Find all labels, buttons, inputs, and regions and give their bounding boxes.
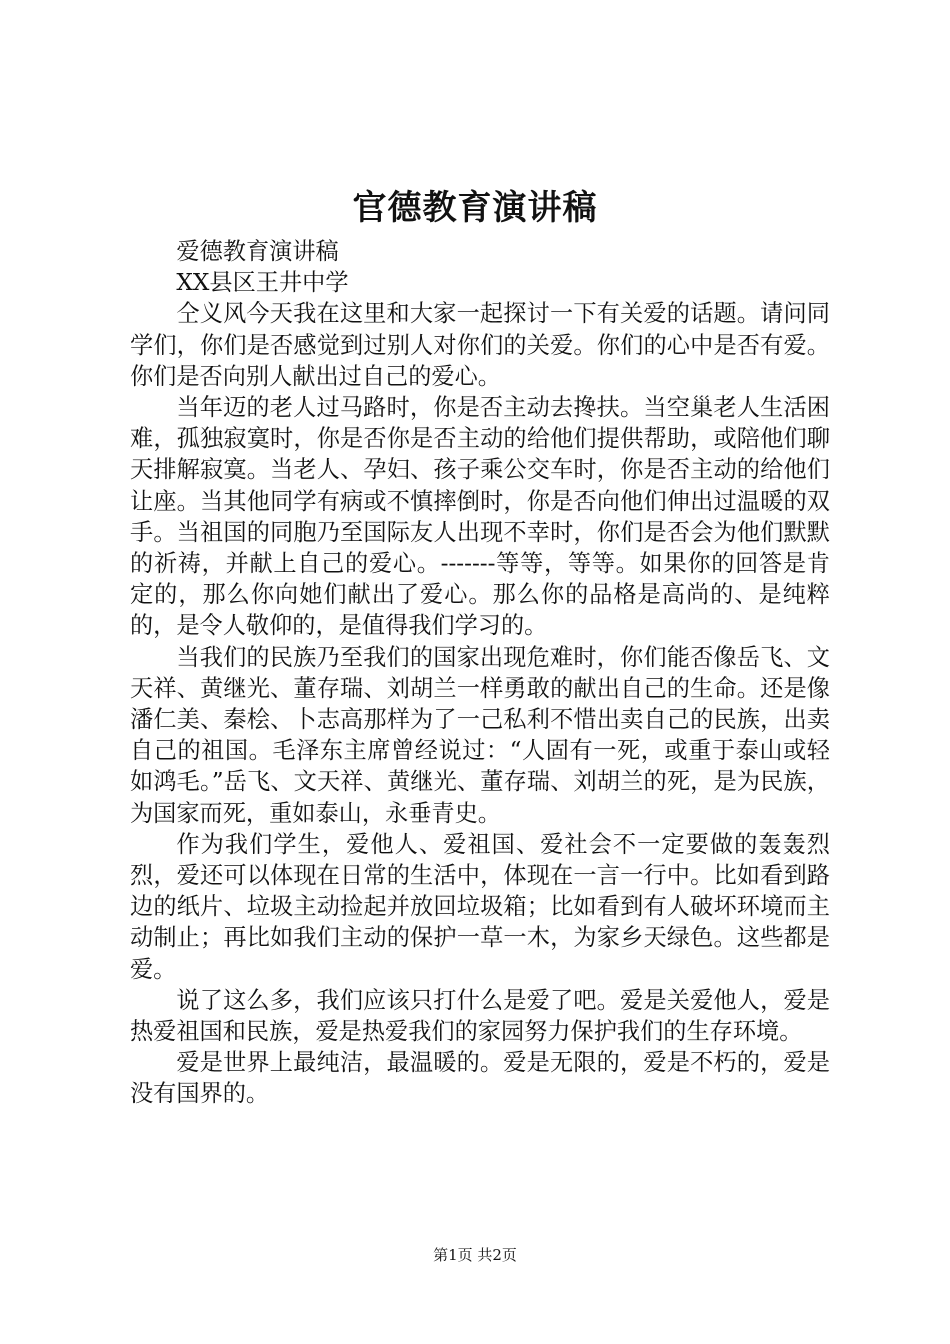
page-footer: 第1页 共2页: [433, 1246, 517, 1264]
document-title: 官德教育演讲稿: [352, 188, 598, 228]
document-body: [130, 236, 830, 1110]
subtitle-paragraph: 爱德教育演讲稿: [176, 238, 339, 265]
body-paragraph: 说了这么多，我们应该只打什么是爱了吧。爱是关爱他人，爱是热爱祖国和民族，爱是热爱我们的家园努力保护我们的生存环境。: [130, 986, 830, 1046]
body-paragraph: 作为我们学生，爱他人、爱祖国、爱社会不一定要做的轰轰烈烈，爱还可以体现在日常的生活中，体现在一言一行中。比如看到路边的纸片、垃圾主动捡起并放回垃圾箱；比如看到有人破坏环境而主动制止；再比如我们主动的保护一草一木，为家乡天绿色。这些都是爱。: [130, 830, 830, 983]
body-paragraph: 仝义风今天我在这里和大家一起探讨一下有关爱的话题。请问同学们，你们是否感觉到过别人对你们的关爱。你们的心中是否有爱。你们是否向别人献出过自己的爱心。: [130, 300, 830, 390]
school-paragraph: XX县区王井中学: [176, 269, 349, 297]
body-paragraph: 当我们的民族乃至我们的国家出现危难时，你们能否像岳飞、文天祥、黄继光、董存瑞、刘胡兰一样勇敢的献出自己的生命。还是像潘仁美、秦桧、卜志高那样为了一己私利不惜出卖自己的民族，出卖自己的祖国。毛泽东主席曾经说过：“人固有一死，或重于泰山或轻如鸿毛。”岳飞、文天祥、黄继光、董存瑞、刘胡兰的死，是为民族，为国家而死，重如泰山，永垂青史。: [130, 643, 830, 827]
body-paragraph: 爱是世界上最纯洁，最温暖的。爱是无限的，爱是不朽的，爱是没有国界的。: [130, 1049, 830, 1108]
body-paragraph: 当年迈的老人过马路时，你是否主动去搀扶。当空巢老人生活困难，孤独寂寞时，你是否你是否主动的给他们提供帮助，或陪他们聊天排解寂寞。当老人、孕妇、孩子乘公交车时，你是否主动的给他们让座。当其他同学有病或不慎摔倒时，你是否向他们伸出过温暖的双手。当祖国的同胞乃至国际友人出现不幸时，你们是否会为他们默默的祈祷，并献上自己的爱心。-------等等，等等。如果你的回答是肯定的，那么你向她们献出了爱心。那么你的品格是高尚的、是纯粹的，是令人敬仰的，是值得我们学习的。: [130, 394, 830, 640]
